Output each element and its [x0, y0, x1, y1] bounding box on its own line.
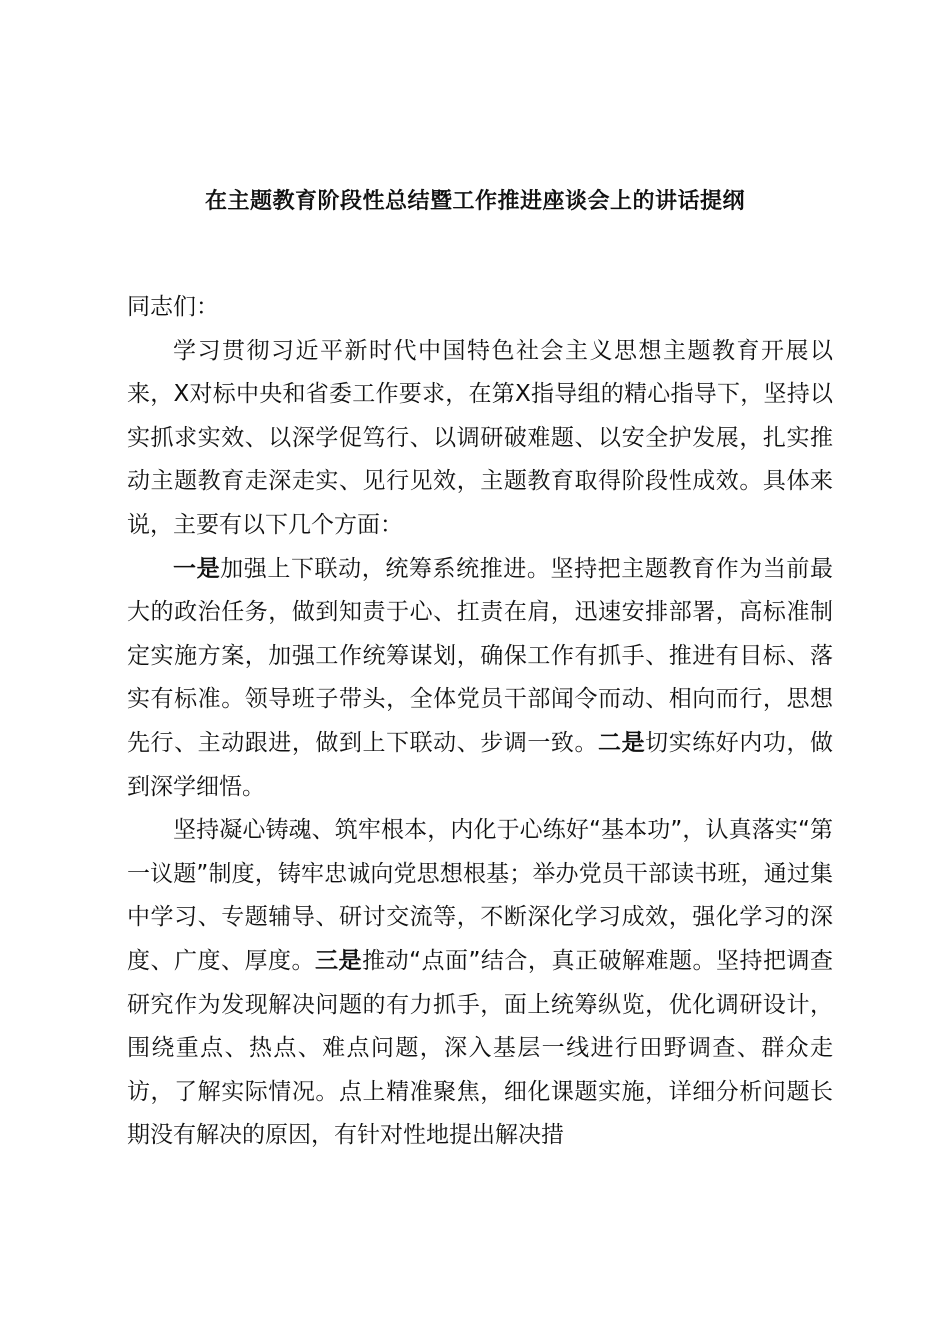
intro-paragraph: 学习贯彻习近平新时代中国特色社会主义思想主题教育开展以来，X对标中央和省委工作要求，在第X指导组的精心指导下，坚持以实抓求实效、以深学促笃行、以调研破难题、以安全护发展，扎实推动主题教育走深走实、见行见效，主题教育取得阶段性成效。具体来说，主要有以下几个方面： — [127, 337, 833, 538]
document-title: 在主题教育阶段性总结暨工作推进座谈会上的讲话提纲 — [204, 189, 745, 214]
lead-one: 一是 — [173, 555, 221, 582]
lead-two: 二是 — [598, 729, 646, 756]
paragraph-two — [127, 809, 833, 1158]
paragraph-two-text: 坚持凝心铸魂、筑牢根本，内化于心练好“基本功”，认真落实“第一议题”制度，铸牢忠诚向党思想根基；举办党员干部读书班，通过集中学习、专题辅导、研讨交流等，不断深化学习成效，强化学习的深度、广度、厚度。 — [127, 817, 833, 974]
paragraph-one-text: 加强上下联动，统筹系统推进。坚持把主题教育作为当前最大的政治任务，做到知责于心、扛责在肩，迅速安排部署，高标准制定实施方案，加强工作统筹谋划，确保工作有抓手、推进有目标、落实有标准。领导班子带头，全体党员干部闻令而动、相向而行，思想先行、主动跟进，做到上下联动、步调一致。 — [127, 555, 834, 756]
salutation: 同志们： — [127, 294, 219, 320]
lead-three: 三是 — [315, 947, 363, 974]
paragraph-one-tail: 切实练好内功，做到深学细悟。 — [127, 729, 834, 800]
paragraph-one — [127, 548, 833, 810]
document-body — [127, 286, 833, 1158]
paragraph-two-tail: 推动“点面”结合，真正破解难题。坚持把调查研究作为发现解决问题的有力抓手，面上统筹纵览，优化调研设计，围绕重点、热点、难点问题，深入基层一线进行田野调查、群众走访，了解实际情况。点上精准聚焦，细化课题实施，详细分析问题长期没有解决的原因，有针对性地提出解决措 — [127, 947, 833, 1149]
